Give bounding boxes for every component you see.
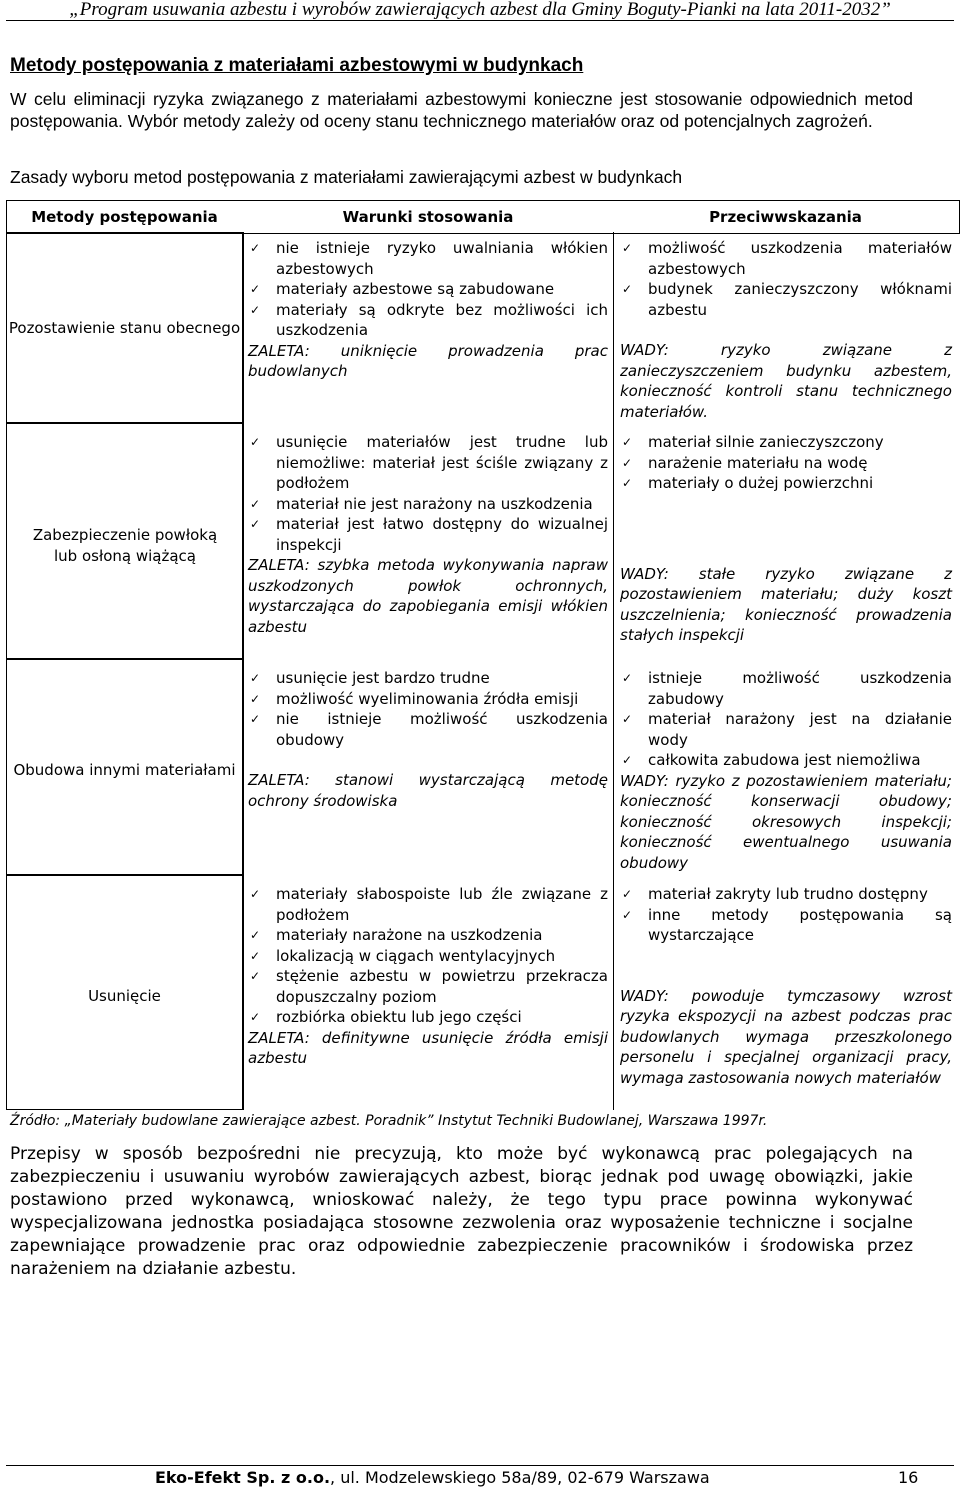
condition-item: ✓ nie istnieje możliwość uszkodzenia obudowy: [248, 709, 608, 750]
contraindication-item: ✓ materiał silnie zanieczyszczony: [620, 432, 952, 453]
col-header-contraindications: Przeciwwskazania: [709, 208, 862, 226]
contraindication-item: ✓ możliwość uszkodzenia materiałów azbestowych: [620, 238, 952, 279]
condition-item: ✓ usunięcie jest bardzo trudne: [248, 668, 608, 689]
condition-item: ✓ usunięcie materiałów jest trudne lub niemożliwe: materiał jest ściśle związany z podłożem: [248, 432, 608, 494]
page-header-title: „Program usuwania azbestu i wyrobów zawierających azbest dla Gminy Boguty-Pianki na lata 2011-2032”: [69, 0, 891, 20]
condition-item: ✓ stężenie azbestu w powietrzu przekracza dopuszczalny poziom: [248, 966, 608, 1007]
contraindication-item: ✓ materiał narażony jest na działanie wody: [620, 709, 952, 750]
contraindication-item: ✓ materiały o dużej powierzchni: [620, 473, 952, 494]
intro-paragraph: W celu eliminacji ryzyka związanego z materiałami azbestowymi konieczne jest stosowanie odpowiednich metod postępowania. Wybór metody zależy od oceny stanu technicznego materiałów oraz od potencjalnych zagrożeń.: [10, 89, 913, 131]
footer-company: Eko-Efekt Sp. z o.o.: [155, 1468, 331, 1487]
disadvantage-note: WADY: powoduje tymczasowy wzrost ryzyka ekspozycji na azbest podczas prac budowlanych wymaga przeszkolonego personelu i specjalnej organizacji pracy, wymaga zastosowania nowych materiałów: [620, 986, 952, 1087]
method-label: Zabezpieczenie powłoką lub osłoną wiążącą: [32, 526, 218, 565]
section-title: Metody postępowania z materiałami azbestowymi w budynkach: [10, 55, 584, 76]
condition-item: ✓ materiały azbestowe są zabudowane: [248, 279, 608, 300]
contraindication-item: ✓ budynek zanieczyszczony włóknami azbestu: [620, 279, 952, 320]
contraindication-item: ✓ materiał zakryty lub trudno dostępny: [620, 884, 952, 905]
condition-item: ✓ materiały słabospoiste lub źle związane z podłożem: [248, 884, 608, 925]
column-divider-1: [243, 232, 244, 1110]
condition-item: ✓ rozbiórka obiektu lub jego części: [248, 1007, 608, 1028]
footer-address: [155, 1468, 710, 1487]
contraindications-cell: [620, 432, 952, 646]
contraindications-cell: [620, 238, 952, 422]
conditions-cell: [248, 432, 608, 637]
column-divider-2: [613, 232, 614, 1110]
advantage-note: ZALETA: definitywne usunięcie źródła emisji azbestu: [248, 1028, 608, 1067]
footer-address-text: , ul. Modzelewskiego 58a/89, 02-679 Warszawa: [330, 1468, 710, 1487]
table-caption: Zasady wyboru metod postępowania z materiałami zawierającymi azbest w budynkach: [10, 167, 683, 187]
condition-item: ✓ materiał jest łatwo dostępny do wizualnej inspekcji: [248, 514, 608, 555]
condition-item: ✓ możliwość wyeliminowania źródła emisji: [248, 689, 608, 710]
page-number: 16: [898, 1468, 919, 1487]
col-header-methods: Metody postępowania: [31, 208, 218, 226]
conditions-cell: [248, 238, 608, 382]
condition-item: ✓ lokalizacją w ciągach wentylacyjnych: [248, 946, 608, 967]
conditions-cell: [248, 884, 608, 1069]
method-label: Obudowa innymi materiałami: [13, 761, 236, 779]
contraindication-item: ✓ całkowita zabudowa jest niemożliwa: [620, 750, 952, 771]
header-divider: [6, 20, 954, 21]
disadvantage-note: WADY: stałe ryzyko związane z pozostawieniem materiału; duży koszt uszczelnienia; konieczność prowadzenia stałych inspekcji: [620, 564, 952, 644]
advantage-note: ZALETA: szybka metoda wykonywania napraw uszkodzonych powłok ochronnych, wystarczająca do zapobiegania emisji włókien azbestu: [248, 556, 608, 636]
method-label: Usunięcie: [88, 987, 161, 1005]
method-label: Pozostawienie stanu obecnego: [8, 319, 241, 337]
disadvantage-note: WADY: ryzyko związane z zanieczyszczeniem budynku azbestem, konieczność kontroli stanu technicznego materiałów.: [620, 341, 952, 421]
disadvantage-note: WADY: ryzyko z pozostawieniem materiału; konieczność konserwacji obudowy; konieczność okresowych inspekcji; konieczność ewentualnego usuwania obudowy: [620, 771, 952, 872]
advantage-note: ZALETA: uniknięcie prowadzenia prac budowlanych: [248, 341, 608, 380]
col-header-conditions: Warunki stosowania: [342, 208, 514, 226]
contraindication-item: ✓ narażenie materiału na wodę: [620, 453, 952, 474]
contraindication-item: ✓ inne metody postępowania są wystarczające: [620, 905, 952, 946]
advantage-note: ZALETA: stanowi wystarczającą metodę ochrony środowiska: [248, 771, 608, 810]
condition-item: ✓ materiał nie jest narażony na uszkodzenia: [248, 494, 608, 515]
condition-item: ✓ materiały są odkryte bez możliwości ich uszkodzenia: [248, 300, 608, 341]
conditions-cell: [248, 668, 608, 811]
contraindications-cell: [620, 884, 952, 1088]
condition-item: ✓ materiały narażone na uszkodzenia: [248, 925, 608, 946]
contraindications-cell: [620, 668, 952, 873]
condition-item: ✓ nie istnieje ryzyko uwalniania włókien azbestowych: [248, 238, 608, 279]
closing-paragraph: Przepisy w sposób bezpośredni nie precyzują, kto może być wykonawcą prac polegających na zabezpieczeniu i usuwaniu wyrobów zawierających azbest, biorąc jednak pod uwagę obowiązki, jakie postawiono przed wykonawcą, wnioskować należy, że tego typu prace powinna wykonywać wyspecjalizowana jednostka posiadająca stosowne zezwolenia oraz wyposażenie techniczne i socjalne zapewniające prowadzenie prac oraz odpowiednie zabezpieczenie pracowników i środowiska przez narażeniem na działanie azbestu.: [10, 1144, 913, 1279]
table-source: Źródło: „Materiały budowlane zawierające azbest. Poradnik” Instytut Techniki Budowlanej, Warszawa 1997r.: [10, 1113, 768, 1129]
footer-divider: [6, 1465, 954, 1466]
contraindication-item: ✓ istnieje możliwość uszkodzenia zabudowy: [620, 668, 952, 709]
